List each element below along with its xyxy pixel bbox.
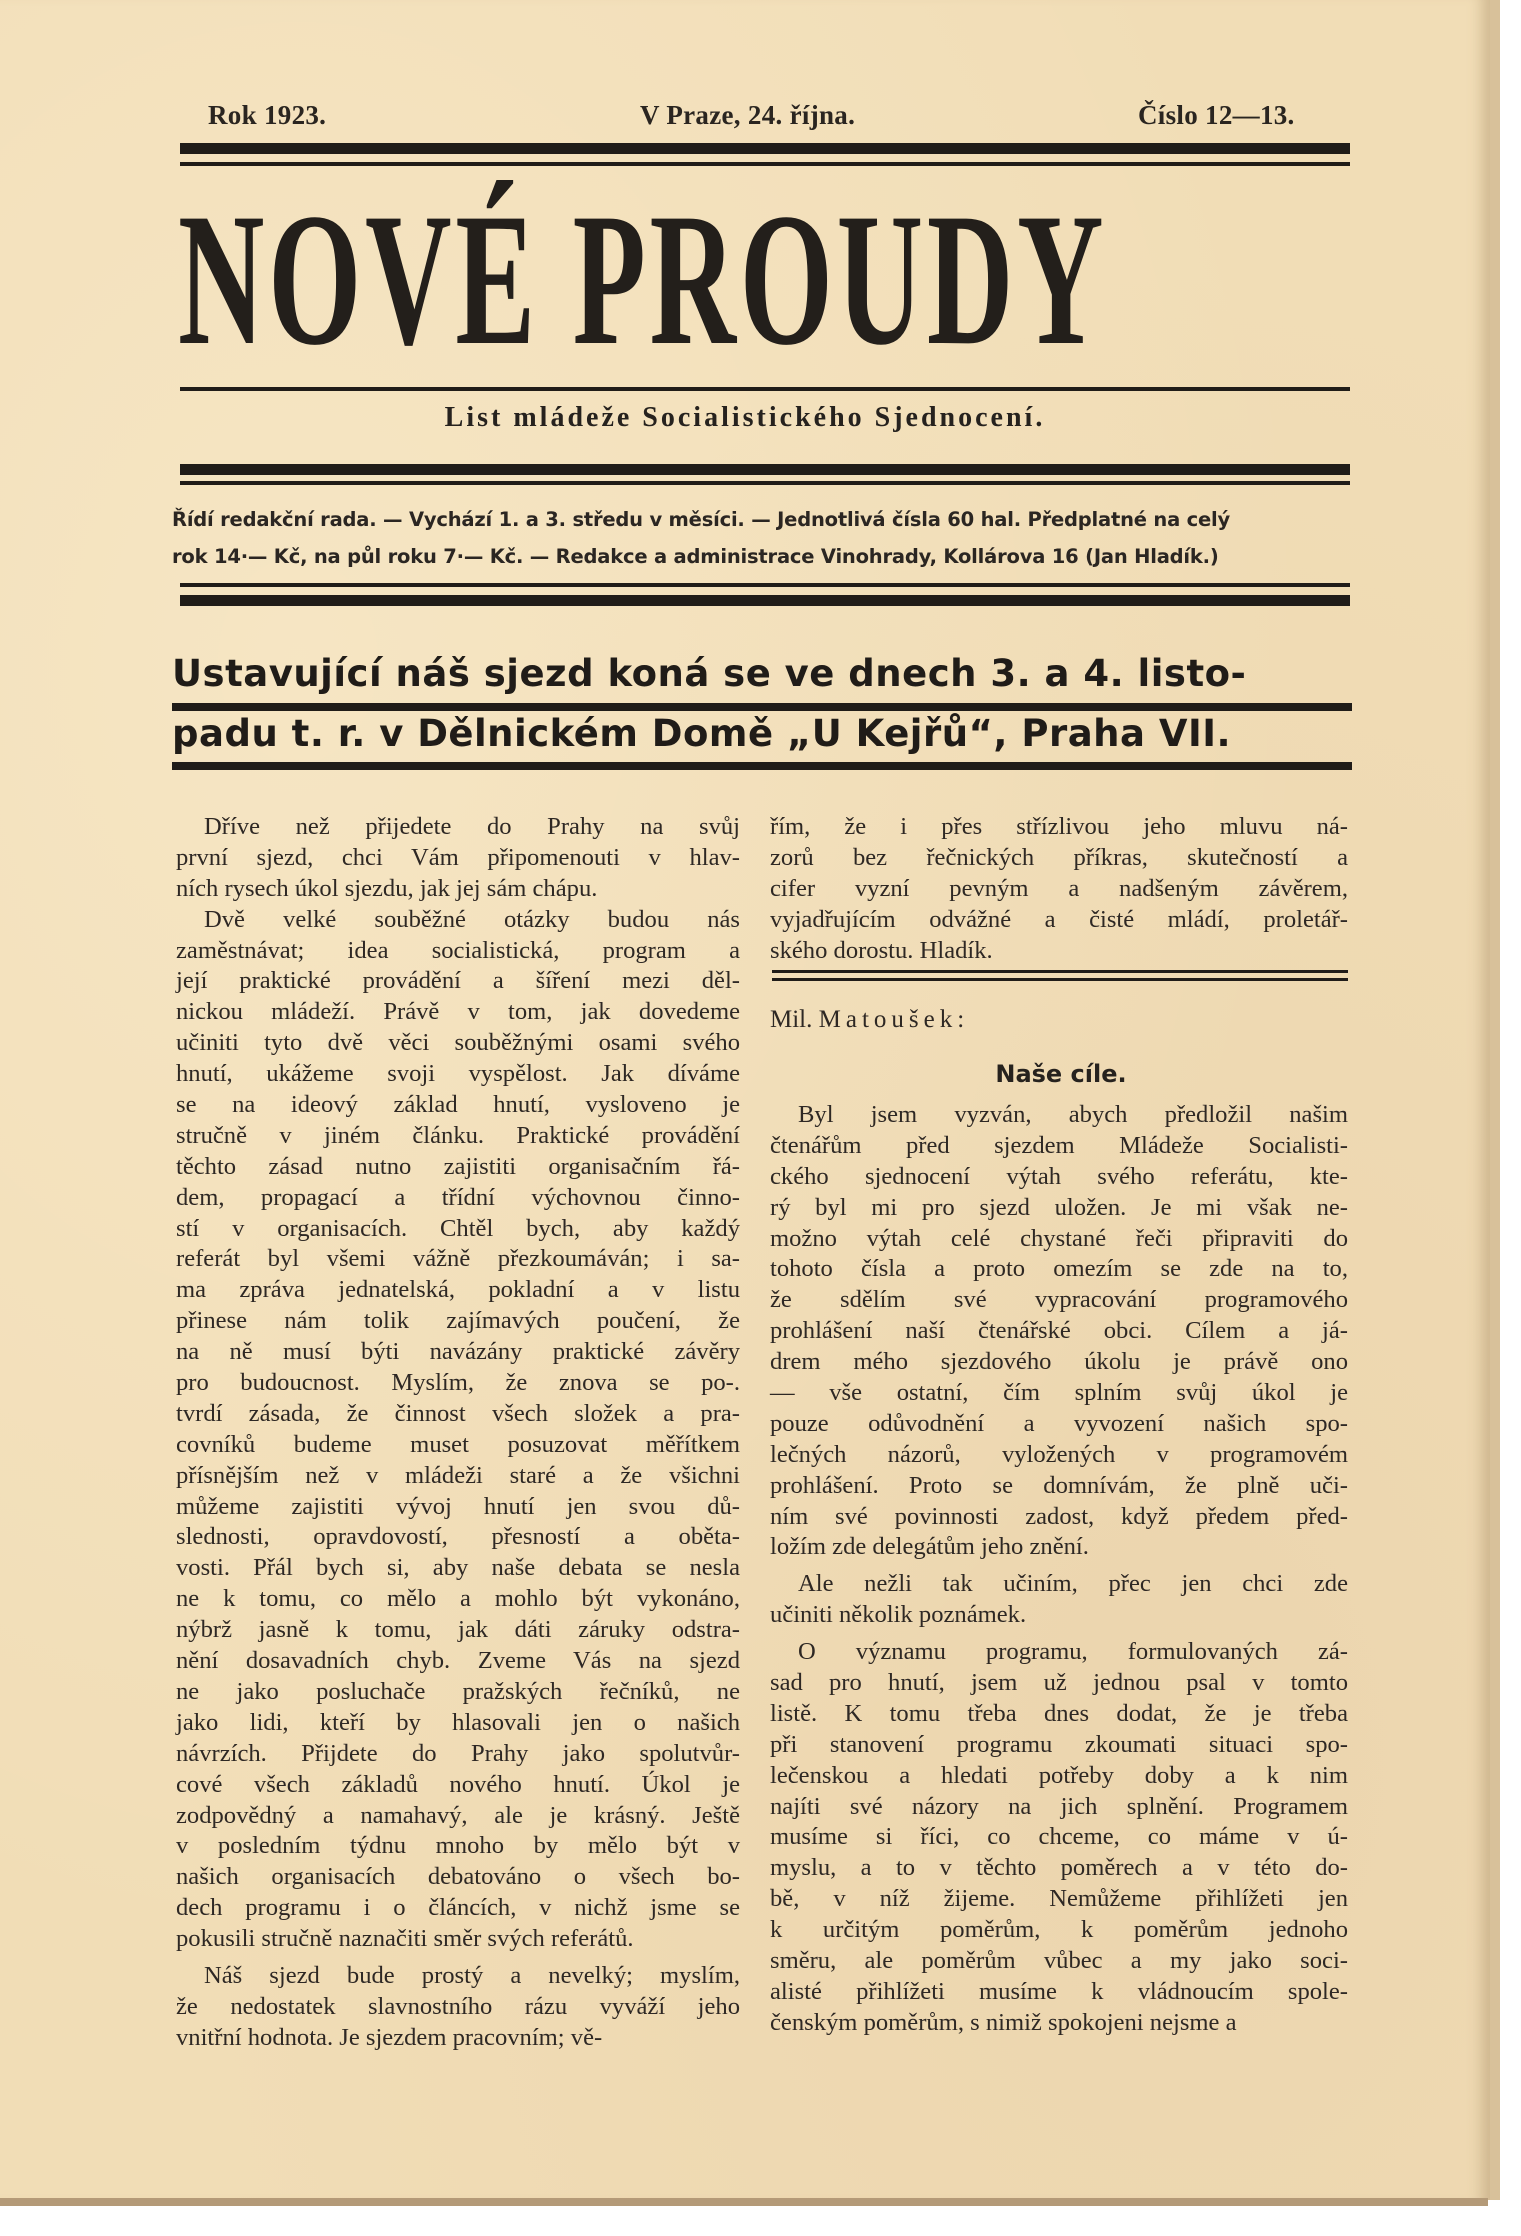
publication-info-line-1: Řídí redakční rada. — Vychází 1. a 3. středu v měsíci. — Jednotlivá čísla 60 hal. Předplatné na celý	[172, 508, 1231, 531]
byline-name: Matoušek:	[818, 1006, 970, 1033]
text-line: O významu programu, formulovaných zá-	[798, 1638, 1348, 1666]
text-line: najíti své názory na jich splnění. Programem	[770, 1792, 1348, 1820]
publication-info-line-2: rok 14·— Kč, na půl roku 7·— Kč. — Redakce a administrace Vinohrady, Kollárova 16 (Jan Hladík.)	[172, 545, 1219, 568]
text-line: lečenskou a hledati potřeby doby a k nim	[770, 1761, 1348, 1789]
text-line: směru, ale poměrům vůbec a my jako soci-	[770, 1947, 1348, 1975]
right-column-article	[770, 1100, 1348, 2039]
text-line: dech programu i o článcích, v nichž jsme se	[176, 1894, 740, 1922]
text-line: tvrdí zásada, že činnost všech složek a pra-	[176, 1399, 740, 1427]
text-line: zorů bez řečnických příkras, skutečností a	[770, 843, 1348, 871]
text-line: — vše ostatní, čím splním svůj úkol je	[770, 1379, 1348, 1407]
subtitle-rule-thick	[180, 464, 1350, 475]
text-line: Ale nežli tak učiním, přec jen chci zde	[798, 1570, 1348, 1598]
text-line: myslu, a to v těchto poměrech a v této do-	[770, 1854, 1348, 1882]
text-line: prohlášení. Proto se domnívám, že plně uči-	[770, 1471, 1348, 1499]
text-line: Dvě velké souběžné otázky budou nás	[204, 905, 740, 933]
text-line: čtenářům před sjezdem Mládeže Socialisti-	[770, 1131, 1348, 1159]
text-line: ne jako posluchače pražských řečníků, ne	[176, 1677, 740, 1705]
issue-number-label: Číslo 12—13.	[1138, 100, 1295, 130]
masthead-rule-thin	[180, 162, 1350, 166]
text-line: sad pro hnutí, jsem už jednou psal v tomto	[770, 1669, 1348, 1697]
text-line: pokusili stručně naznačiti směr svých referátů.	[176, 1925, 634, 1953]
text-line: učiniti tyto dvě věci souběžnými osami svého	[176, 1029, 740, 1057]
right-column-continuation	[770, 812, 1348, 966]
text-line: Byl jsem vyzván, abych předložil našim	[798, 1101, 1348, 1128]
text-line: zaměstnávat; idea socialistická, program a	[176, 936, 740, 964]
article-byline	[770, 1006, 969, 1034]
text-line: učiniti několik poznámek.	[770, 1601, 1027, 1629]
text-line: rý byl mi pro sjezd uložen. Je mi však ne-	[770, 1193, 1348, 1221]
text-line: nýbrž jasně k tomu, jak dáti záruky odstra-	[176, 1616, 740, 1644]
page-edge	[0, 2198, 1488, 2206]
text-line: první sjezd, chci Vám připomenouti v hlav-	[176, 843, 740, 871]
text-line: vosti. Přál bych si, aby naše debata se nesla	[176, 1554, 740, 1582]
headline-line-2: padu t. r. v Dělnickém Domě „U Kejřů“, Praha VII.	[172, 712, 1232, 755]
title-rule	[180, 387, 1350, 391]
text-line: bě, v níž žijeme. Nemůžeme přihlížeti jen	[770, 1885, 1348, 1913]
text-line: listě. K tomu třeba dnes dodat, že je třeba	[770, 1699, 1348, 1727]
info-rule-thin	[180, 583, 1350, 587]
text-line: alisté přihlížeti musíme k vládnoucím spole-	[770, 1977, 1348, 2005]
text-line: se na ideový základ hnutí, vysloveno je	[176, 1091, 740, 1119]
text-line: referát byl všemi vážně přezkoumáván; i sa-	[176, 1245, 740, 1273]
text-line: stí v organisacích. Chtěl bych, aby každý	[176, 1214, 740, 1242]
text-line: lečných názorů, vyložených v programovém	[770, 1440, 1348, 1468]
text-line: v posledním týdnu mnoho by mělo být v	[176, 1832, 740, 1860]
author-signature: Hladík.	[919, 936, 993, 964]
year-label: Rok 1923.	[208, 100, 327, 130]
text-line: řím, že i přes střízlivou jeho mluvu ná-	[770, 813, 1348, 840]
headline-rule-1	[172, 703, 1352, 711]
text-line: slednosti, opravdovostí, přesností a oběta-	[176, 1523, 740, 1551]
text-line: ma zpráva jednatelská, pokladní a v listu	[176, 1276, 740, 1304]
masthead-rule-thick	[180, 143, 1350, 154]
text-line: ložím zde delegátům jeho znění.	[770, 1533, 1089, 1561]
text-line: čenským poměrům, s nimiž spokojeni nejsme a	[770, 2008, 1237, 2036]
text-line: zodpovědný a namahavý, ale je krásný. Ještě	[176, 1801, 740, 1829]
text-line: musíme si říci, co chceme, co máme v ú-	[770, 1823, 1348, 1851]
article-separator-1	[772, 970, 1348, 973]
text-line: stručně v jiném článku. Praktické provádění	[176, 1121, 740, 1149]
text-line: drem mého sjezdového úkolu je právě ono	[770, 1348, 1348, 1376]
text-line: našich organisacích debatováno o všech bo-	[176, 1863, 740, 1891]
text-line: na ně musí býti navázány praktické závěry	[176, 1338, 740, 1366]
text-line: vyjadřujícím odvážné a čisté mládí, proletář-	[770, 905, 1348, 933]
text-line: ních rysech úkol sjezdu, jak jej sám chápu.	[176, 874, 598, 902]
text-line: Náš sjezd bude prostý a nevelký; myslím,	[204, 1961, 740, 1989]
info-rule-thick	[180, 595, 1350, 606]
newspaper-subtitle: List mládeže Socialistického Sjednocení.	[444, 402, 1046, 433]
text-line: pouze odůvodnění a vyvození našich spo-	[770, 1409, 1348, 1437]
byline-initial: Mil.	[770, 1006, 813, 1033]
text-line: cové všech základů nového hnutí. Úkol je	[176, 1770, 740, 1798]
text-line: tohoto čísla a proto omezím se zde na to,	[770, 1255, 1348, 1283]
headline-line-1: Ustavující náš sjezd koná se ve dnech 3. a 4. listo-	[172, 652, 1247, 695]
text-line: hnutí, ukážeme svoji vyspělost. Jak díváme	[176, 1060, 740, 1088]
text-line: při stanovení programu zkoumati situaci spo-	[770, 1730, 1348, 1758]
text-line: k určitým poměrům, k poměrům jednoho	[770, 1916, 1348, 1944]
text-line: že nedostatek slavnostního rázu vyváží jeho	[176, 1992, 740, 2020]
text-line: přísnějším než v mládeži staré a že všichni	[176, 1461, 740, 1489]
place-date-label: V Praze, 24. října.	[640, 100, 856, 130]
text-line: covníků budeme muset posuzovat měřítkem	[176, 1430, 740, 1458]
text-line: dem, propagací a třídní výchovnou činno-	[176, 1183, 740, 1211]
text-line: přinese nám tolik zajímavých poučení, že	[176, 1307, 740, 1335]
text-fragment: ského dorostu.	[770, 936, 914, 964]
text-line: můžeme zajistiti vývoj hnutí jen svou dů-	[176, 1492, 740, 1520]
text-line: návrzích. Přijdete do Prahy jako spolutvůr-	[176, 1739, 740, 1767]
text-line: pro budoucnost. Myslím, že znova se po-.	[176, 1369, 740, 1397]
text-line: možno výtah celé chystané řeči připraviti do	[770, 1224, 1348, 1252]
left-column	[176, 812, 740, 2054]
text-line: ním své povinnosti zadost, když předem před-	[770, 1502, 1348, 1530]
newspaper-title: NOVÉ PROUDY	[178, 175, 1108, 385]
text-line: Dříve než přijedete do Prahy na svůj	[204, 813, 740, 840]
text-line: její praktické provádění a šíření mezi děl-	[176, 967, 740, 995]
headline-rule-2	[172, 762, 1352, 770]
text-line: nění dosavadních chyb. Zveme Vás na sjezd	[176, 1647, 740, 1675]
text-line: ne k tomu, co mělo a mohlo být vykonáno,	[176, 1585, 740, 1613]
signature-line	[770, 936, 1348, 967]
text-line: že sdělím své vypracování programového	[770, 1286, 1348, 1314]
text-line: ckého sjednocení výtah svého referátu, kte-	[770, 1162, 1348, 1190]
text-line: těchto zásad nutno zajistiti organisačním řá-	[176, 1152, 740, 1180]
text-line: cifer vyzní pevným a nadšeným závěrem,	[770, 874, 1348, 902]
text-line: vnitřní hodnota. Je sjezdem pracovním; vě-	[176, 2023, 603, 2051]
text-line: nickou mládeží. Právě v tom, jak dovedeme	[176, 998, 740, 1026]
article-separator-2	[772, 978, 1348, 981]
text-line: prohlášení naší čtenářské obci. Cílem a já-	[770, 1317, 1348, 1345]
article-title: Naše cíle.	[995, 1060, 1127, 1088]
text-line: jako lidi, kteří by hlasovali jen o našich	[176, 1708, 740, 1736]
subtitle-rule-thin	[180, 481, 1350, 485]
